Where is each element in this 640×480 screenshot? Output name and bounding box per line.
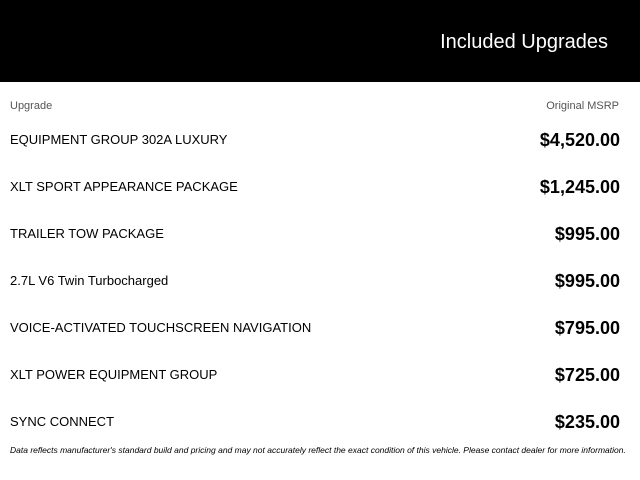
upgrade-name: SYNC CONNECT bbox=[10, 413, 115, 429]
list-item bbox=[10, 351, 620, 398]
upgrade-price: $795.00 bbox=[554, 317, 620, 338]
upgrade-name: XLT SPORT APPEARANCE PACKAGE bbox=[10, 178, 238, 194]
list-item bbox=[10, 257, 620, 304]
upgrade-name: 2.7L V6 Twin Turbocharged bbox=[10, 272, 169, 288]
header-bar bbox=[0, 0, 640, 82]
upgrade-price: $725.00 bbox=[554, 364, 620, 385]
upgrade-column-header: Upgrade bbox=[10, 100, 53, 112]
msrp-column-header: Original MSRP bbox=[546, 100, 619, 112]
list-item bbox=[10, 398, 620, 445]
list-item bbox=[10, 116, 620, 163]
upgrade-price: $235.00 bbox=[554, 411, 620, 432]
list-item bbox=[10, 304, 620, 351]
upgrade-price: $995.00 bbox=[554, 223, 620, 244]
list-item bbox=[10, 163, 620, 210]
upgrade-name: VOICE-ACTIVATED TOUCHSCREEN NAVIGATION bbox=[10, 319, 312, 335]
disclaimer-text: Data reflects manufacturer's standard build and pricing and may not accurately reflect the exact condition of this vehicle. Please contact dealer for more information. bbox=[10, 445, 626, 455]
column-headers bbox=[10, 99, 619, 113]
upgrade-name: EQUIPMENT GROUP 302A LUXURY bbox=[10, 131, 228, 147]
list-item bbox=[10, 210, 620, 257]
upgrade-price: $995.00 bbox=[554, 270, 620, 291]
upgrade-name: TRAILER TOW PACKAGE bbox=[10, 225, 164, 241]
upgrade-name: XLT POWER EQUIPMENT GROUP bbox=[10, 366, 218, 382]
upgrade-price: $4,520.00 bbox=[539, 129, 620, 150]
upgrades-list bbox=[10, 116, 620, 445]
page-title: Included Upgrades bbox=[440, 31, 608, 53]
upgrade-price: $1,245.00 bbox=[539, 176, 620, 197]
